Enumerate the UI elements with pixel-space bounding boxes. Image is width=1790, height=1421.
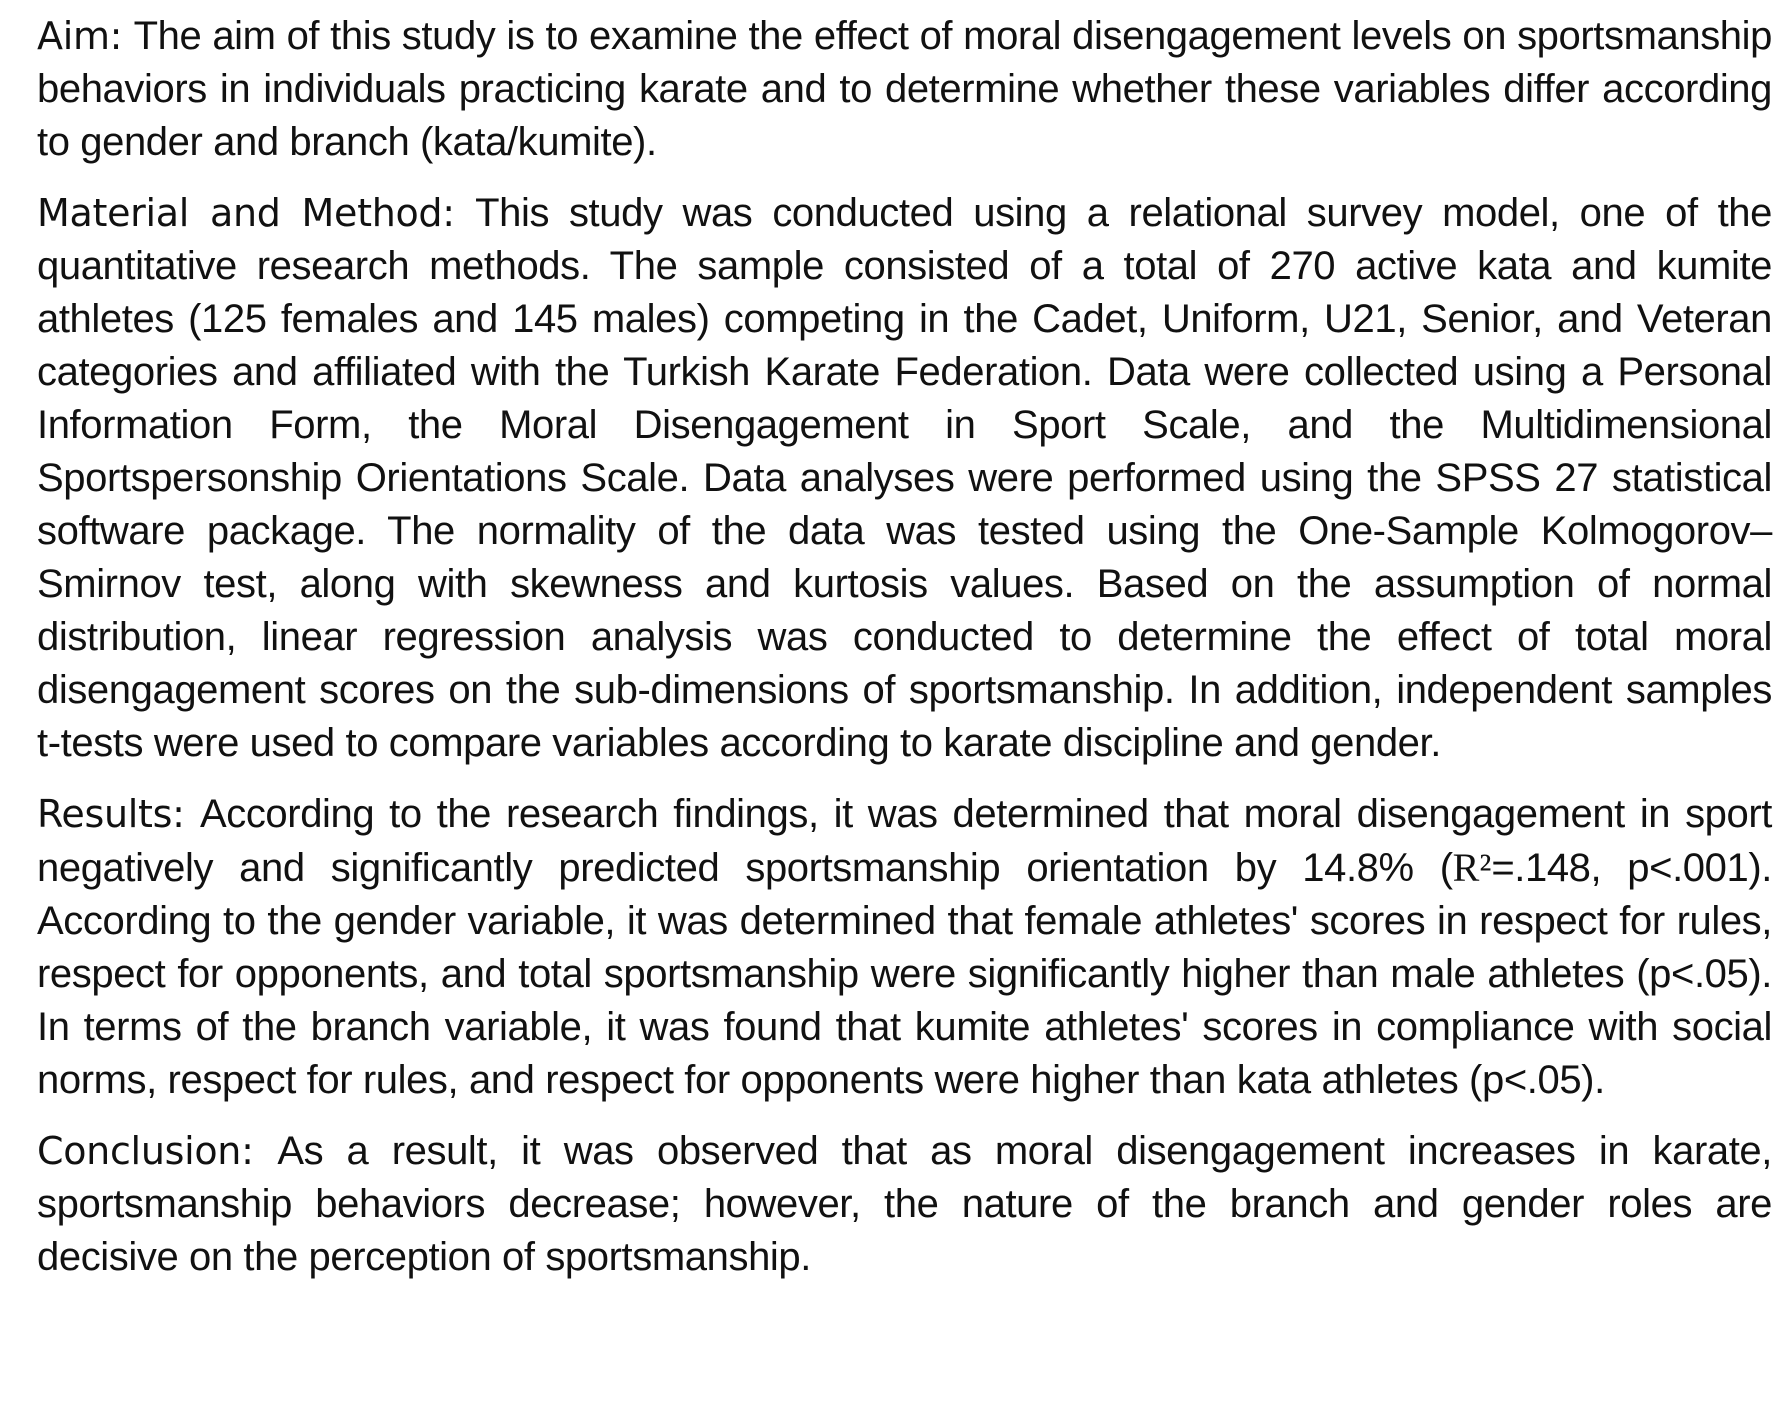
results-heading: Results: bbox=[37, 792, 185, 836]
abstract-body bbox=[37, 10, 1772, 1302]
aim-heading: Aim: bbox=[37, 14, 123, 58]
conclusion-paragraph bbox=[37, 1125, 1772, 1284]
method-paragraph bbox=[37, 187, 1772, 770]
results-text-after: =.148, p<.001). According to the gender variable, it was determined that female athletes' scores in respect for rules, respect for opponents, and total sportsmanship were significantly higher than male athletes (p<.05). In terms of the branch variable, it was found that kumite athletes' scores in compliance with social norms, respect for rules, and respect for opponents were higher than kata athletes (p<.05). bbox=[37, 846, 1772, 1102]
conclusion-heading: Conclusion: bbox=[37, 1129, 254, 1173]
aim-paragraph bbox=[37, 10, 1772, 169]
results-text-before: According to the research findings, it was determined that moral disengagement in sport negatively and significantly predicted sportsmanship orientation by 14.8% ( bbox=[37, 792, 1772, 890]
r-squared-symbol: R² bbox=[1452, 845, 1492, 890]
method-heading: Material and Method: bbox=[37, 191, 455, 235]
method-text: This study was conducted using a relational survey model, one of the quantitative research methods. The sample consisted of a total of 270 active kata and kumite athletes (125 females and 145 males) competing in the Cadet, Uniform, U21, Senior, and Veteran categories and affiliated with the Turkish Karate Federation. Data were collected using a Personal Information Form, the Moral Disengagement in Sport Scale, and the Multidimensional Sportspersonship Orientations Scale. Data analyses were performed using the SPSS 27 statistical software package. The normality of the data was tested using the One-Sample Kolmogorov–Smirnov test, along with skewness and kurtosis values. Based on the assumption of normal distribution, linear regression analysis was conducted to determine the effect of total moral disengagement scores on the sub-dimensions of sportsmanship. In addition, independent samples t-tests were used to compare variables according to karate discipline and gender. bbox=[37, 191, 1772, 765]
conclusion-text: As a result, it was observed that as moral disengagement increases in karate, sportsmanship behaviors decrease; however, the nature of the branch and gender roles are decisive on the perception of sportsmanship. bbox=[37, 1129, 1772, 1279]
results-paragraph bbox=[37, 788, 1772, 1107]
aim-text: The aim of this study is to examine the effect of moral disengagement levels on sportsmanship behaviors in individuals practicing karate and to determine whether these variables differ according to gender and branch (kata/kumite). bbox=[37, 14, 1772, 164]
